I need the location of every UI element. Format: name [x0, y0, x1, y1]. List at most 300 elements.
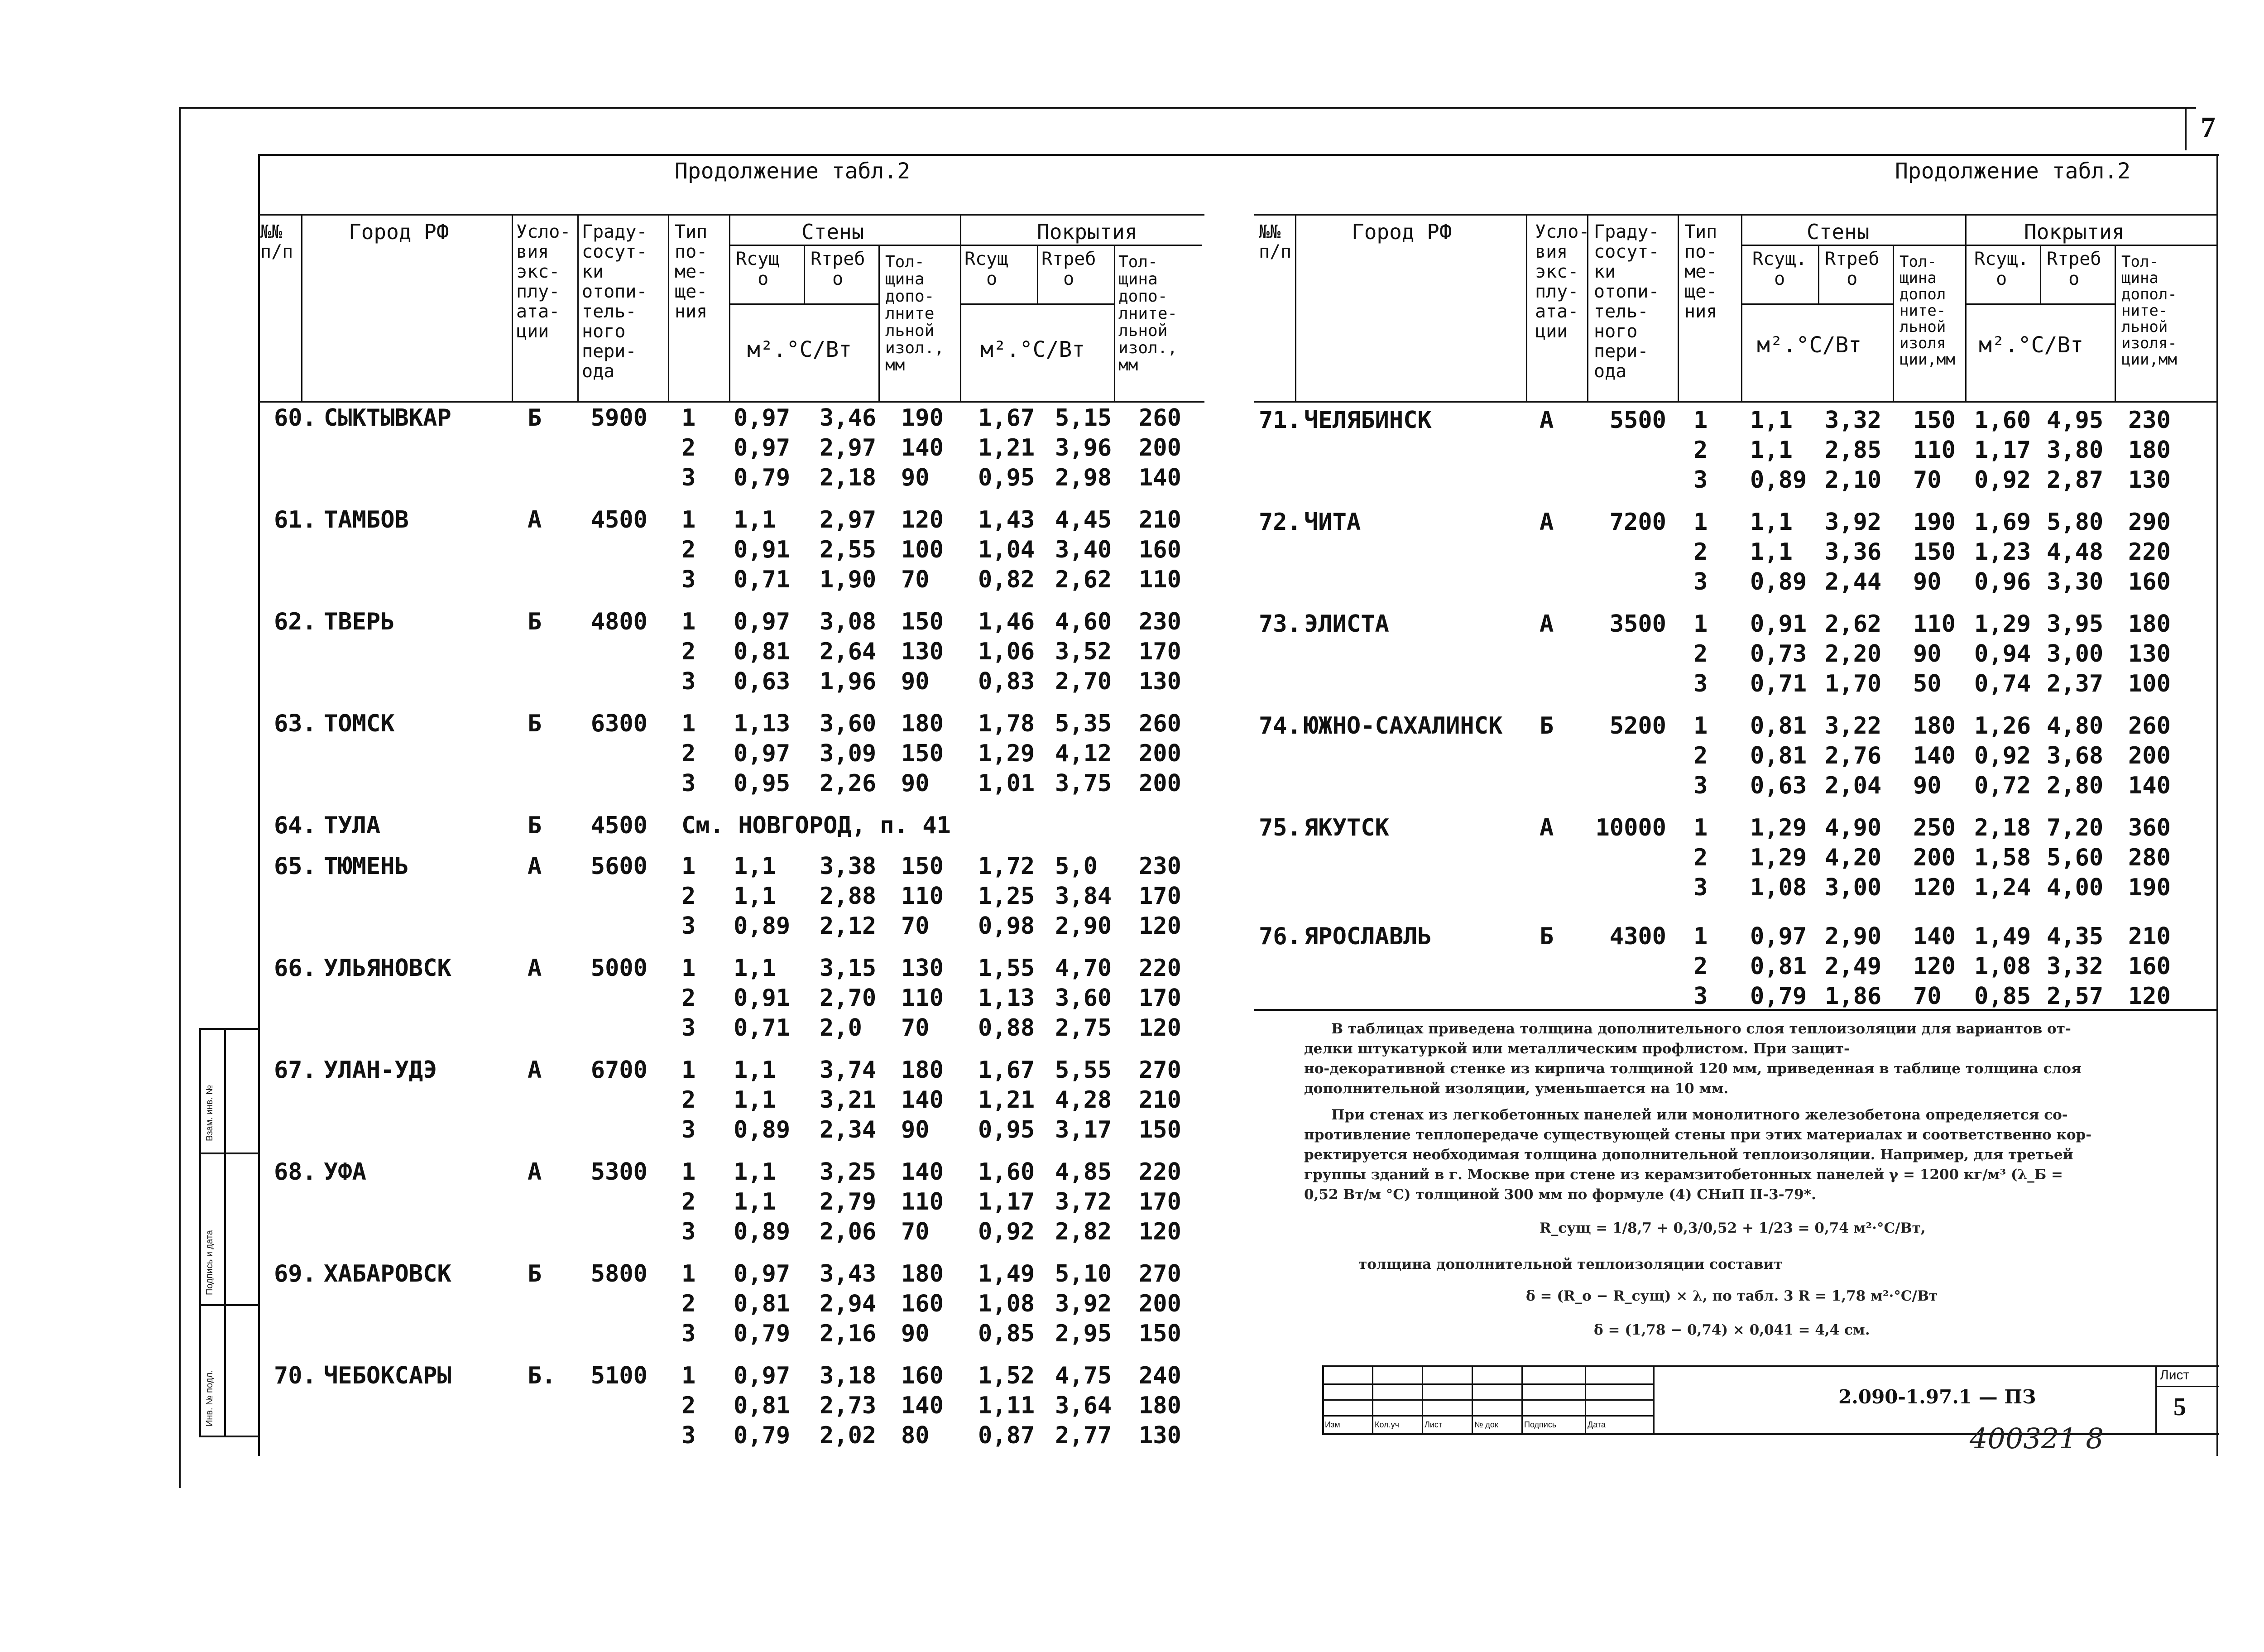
- operating-condition: А: [1540, 407, 1554, 434]
- table-cell: 2,62: [1825, 610, 1882, 638]
- note-formula: R_сущ = 1/8,7 + 0,3/0,52 + 1/23 = 0,74 м²·°С/Вт,: [1540, 1220, 1926, 1236]
- room-type: 1: [681, 1057, 696, 1084]
- sidebar-line: [199, 1436, 258, 1437]
- city-name: УФА: [324, 1158, 366, 1186]
- sep: [1741, 245, 2216, 246]
- table-cell: 0,91: [734, 536, 791, 563]
- row-number: 75.: [1259, 814, 1301, 841]
- stamp-column-label: Кол.уч: [1375, 1420, 1399, 1429]
- table-cell: 0,79: [734, 1422, 791, 1449]
- right-hdr-units-roof: м².°С/Вт: [1979, 332, 2084, 358]
- left-hdr-walls: Стены: [801, 220, 864, 244]
- row-number: 73.: [1259, 610, 1301, 638]
- right-hdr-gsop: Граду- сосут- ки отопи- тель- ного пери- ода: [1594, 221, 1660, 382]
- table-cell: 0,79: [734, 464, 791, 491]
- table-cell: 120: [1139, 912, 1181, 940]
- table-cell: 0,63: [734, 668, 791, 695]
- room-type: 1: [681, 853, 696, 880]
- right-hdr-cond: Усло- вия экс- плу- ата- ции: [1535, 221, 1590, 342]
- room-type: 3: [681, 1014, 696, 1042]
- sep: [1965, 303, 2115, 305]
- table-cell: 1,25: [978, 883, 1035, 910]
- table-cell: 3,64: [1055, 1392, 1112, 1419]
- table-cell: 70: [1913, 466, 1942, 494]
- table-cell: 160: [2128, 568, 2171, 595]
- room-type: 3: [1693, 670, 1708, 697]
- table-cell: 70: [901, 1014, 930, 1042]
- right-hdr-units-walls: м².°С/Вт: [1757, 332, 1862, 358]
- table-cell: 0,85: [978, 1320, 1035, 1347]
- city-name: ТАМБОВ: [324, 506, 409, 533]
- table-cell: 2,97: [820, 506, 877, 533]
- table-cell: 0,71: [734, 566, 791, 593]
- sep: [577, 214, 579, 401]
- table-cell: 0,97: [734, 740, 791, 767]
- sidebar-line: [199, 1304, 258, 1306]
- row-number: 74.: [1259, 712, 1301, 740]
- degree-days: 5600: [590, 853, 648, 880]
- note-line: противление теплопередаче существующей стены при этих материалах и соответственно кор-: [1304, 1127, 2092, 1143]
- table-cell: 70: [901, 912, 930, 940]
- operating-condition: А: [528, 955, 542, 982]
- row-number: 69.: [274, 1260, 317, 1287]
- table-cell: 3,74: [820, 1057, 877, 1084]
- stamp-column-label: Дата: [1588, 1420, 1606, 1429]
- city-name: ХАБАРОВСК: [324, 1260, 451, 1287]
- room-type: 3: [681, 668, 696, 695]
- table-cell: 3,36: [1825, 538, 1882, 566]
- sidebar-label: Взам. инв. №: [205, 1085, 215, 1141]
- table-cell: 0,89: [734, 912, 791, 940]
- right-table-bottom: [1254, 1009, 2216, 1011]
- table-cell: 180: [901, 1057, 944, 1084]
- table-cell: 4,35: [2047, 923, 2104, 950]
- sep: [512, 214, 513, 401]
- table-cell: 3,72: [1055, 1188, 1112, 1215]
- left-hdr-thick-roof: Тол- щина допо- лните- льной изол., мм: [1118, 253, 1178, 375]
- page-number: 7: [2201, 111, 2216, 144]
- room-type: 3: [1693, 983, 1708, 1010]
- table-cell: 3,09: [820, 740, 877, 767]
- table-cell: 2,18: [820, 464, 877, 491]
- table-cell: 1,60: [1974, 407, 2031, 434]
- table-cell: 3,22: [1825, 712, 1882, 740]
- row-number: 64.: [274, 812, 317, 839]
- table-cell: 1,1: [1750, 538, 1793, 566]
- sidebar-line: [199, 1028, 258, 1030]
- table-cell: 1,23: [1974, 538, 2031, 566]
- room-type: 2: [1693, 437, 1708, 464]
- stamp-col-line: [1521, 1365, 1523, 1433]
- table-cell: 1,60: [978, 1158, 1035, 1186]
- table-cell: 260: [1139, 404, 1181, 432]
- room-type: 3: [1693, 874, 1708, 901]
- table-cell: 1,72: [978, 853, 1035, 880]
- room-type: 1: [681, 506, 696, 533]
- degree-days: 5100: [590, 1362, 648, 1389]
- table-cell: 0,92: [1974, 742, 2031, 769]
- table-cell: 140: [1913, 923, 1956, 950]
- left-hdr-type: Тип по- ме- ще- ния: [675, 221, 708, 322]
- table-cell: 110: [901, 984, 944, 1012]
- room-type: 3: [681, 464, 696, 491]
- table-cell: 170: [1139, 984, 1181, 1012]
- right-hdr-rexist-roof: Rсущ. о: [1974, 249, 2029, 289]
- operating-condition: Б: [528, 1260, 542, 1287]
- note-formula: δ = (R_о − R_сущ) × λ, по табл. 3 R = 1,78 м²·°С/Вт: [1526, 1288, 1938, 1304]
- table-cell: 170: [1139, 638, 1181, 665]
- table-cell: 0,73: [1750, 640, 1807, 668]
- room-type: 1: [681, 710, 696, 737]
- table-cell: 0,97: [734, 608, 791, 635]
- frame-left: [179, 107, 181, 1488]
- table-cell: 0,97: [734, 404, 791, 432]
- sep: [1587, 214, 1588, 401]
- operating-condition: Б: [1540, 923, 1554, 950]
- table-cell: 4,12: [1055, 740, 1112, 767]
- sheet-label: Лист: [2160, 1368, 2190, 1383]
- stamp-col-line: [1653, 1365, 1654, 1433]
- table-cell: 120: [1139, 1218, 1181, 1245]
- room-type: 2: [1693, 538, 1708, 566]
- table-cell: 0,89: [734, 1116, 791, 1143]
- degree-days: 6700: [590, 1057, 648, 1084]
- room-type: 1: [681, 1158, 696, 1186]
- table-cell: 0,97: [734, 434, 791, 461]
- table-cell: 0,87: [978, 1422, 1035, 1449]
- table-cell: 210: [1139, 506, 1181, 533]
- table-cell: 2,98: [1055, 464, 1112, 491]
- room-type: 3: [681, 1320, 696, 1347]
- operating-condition: Б: [528, 812, 542, 839]
- row-number: 68.: [274, 1158, 317, 1186]
- table-cell: 1,1: [734, 506, 776, 533]
- room-type: 1: [1693, 610, 1708, 638]
- table-cell: 2,77: [1055, 1422, 1112, 1449]
- table-cell: 190: [1913, 509, 1956, 536]
- room-type: 2: [681, 883, 696, 910]
- table-cell: 150: [901, 740, 944, 767]
- room-type: 1: [681, 608, 696, 635]
- table-cell: 2,16: [820, 1320, 877, 1347]
- table-cell: 80: [901, 1422, 930, 1449]
- table-cell: 2,76: [1825, 742, 1882, 769]
- degree-days: 5800: [590, 1260, 648, 1287]
- table-cell: 120: [901, 506, 944, 533]
- table-cell: 2,44: [1825, 568, 1882, 595]
- table-cell: 120: [1139, 1014, 1181, 1042]
- table-cell: 130: [901, 638, 944, 665]
- table-cell: 110: [1913, 610, 1956, 638]
- table-cell: 0,81: [734, 638, 791, 665]
- operating-condition: А: [528, 506, 542, 533]
- sep: [668, 214, 669, 401]
- table-cell: 1,1: [734, 883, 776, 910]
- table-cell: 0,81: [734, 1392, 791, 1419]
- table-cell: 4,75: [1055, 1362, 1112, 1389]
- table-cell: 3,32: [2047, 953, 2104, 980]
- table-cell: 0,92: [978, 1218, 1035, 1245]
- table-cell: 2,82: [1055, 1218, 1112, 1245]
- room-type: 3: [1693, 466, 1708, 494]
- sep: [2115, 245, 2116, 401]
- table-cell: 1,24: [1974, 874, 2031, 901]
- right-hdr-rreq-roof: Rтреб о: [2047, 249, 2101, 289]
- sep: [729, 245, 1202, 246]
- table-cell: 0,74: [1974, 670, 2031, 697]
- room-type: 1: [1693, 712, 1708, 740]
- table-cell: 1,13: [734, 710, 791, 737]
- table-cell: 4,85: [1055, 1158, 1112, 1186]
- operating-condition: А: [528, 853, 542, 880]
- sidebar-line: [224, 1028, 226, 1436]
- table-cell: 0,97: [1750, 923, 1807, 950]
- table-cell: 200: [1139, 770, 1181, 797]
- table-cell: 0,95: [978, 464, 1035, 491]
- table-cell: 3,52: [1055, 638, 1112, 665]
- table-cell: 220: [2128, 538, 2171, 566]
- table-cell: 0,89: [734, 1218, 791, 1245]
- table-cell: 5,80: [2047, 509, 2104, 536]
- stamp-divider: [2155, 1386, 2219, 1387]
- table-cell: 1,21: [978, 434, 1035, 461]
- table-cell: 150: [1139, 1116, 1181, 1143]
- sep: [960, 214, 961, 401]
- left-hdr-rexist-roof: Rсущ о: [964, 249, 1008, 289]
- table-cell: 1,1: [734, 1086, 776, 1114]
- table-cell: 130: [1139, 668, 1181, 695]
- table-cell: 2,64: [820, 638, 877, 665]
- note-formula: δ = (1,78 − 0,74) × 0,041 = 4,4 см.: [1594, 1322, 1870, 1338]
- table-cell: 3,18: [820, 1362, 877, 1389]
- table-cell: 1,69: [1974, 509, 2031, 536]
- table-cell: 180: [1139, 1392, 1181, 1419]
- table-cell: 160: [2128, 953, 2171, 980]
- table-cell: 110: [901, 1188, 944, 1215]
- operating-condition: Б: [528, 710, 542, 737]
- table-cell: 0,81: [1750, 742, 1807, 769]
- table-cell: 3,43: [820, 1260, 877, 1287]
- note-line: делки штукатуркой или металлическим профлистом. При защит-: [1304, 1041, 1850, 1057]
- table-cell: 180: [901, 1260, 944, 1287]
- stamp-top: [1322, 1365, 2219, 1367]
- table-cell: 0,72: [1974, 772, 2031, 799]
- table-cell: 3,25: [820, 1158, 877, 1186]
- table-cell: 1,17: [978, 1188, 1035, 1215]
- table-cell: 0,71: [734, 1014, 791, 1042]
- table-cell: 1,1: [734, 1188, 776, 1215]
- room-type: 3: [1693, 568, 1708, 595]
- table-cell: 0,95: [978, 1116, 1035, 1143]
- table-cell: 2,02: [820, 1422, 877, 1449]
- city-name: ЯКУТСК: [1304, 814, 1389, 841]
- left-continuation: Продолжение табл.2: [675, 158, 911, 184]
- table-cell: 290: [2128, 509, 2171, 536]
- sep: [1741, 214, 1742, 401]
- note-line: группы зданий в г. Москве при стене из керамзитобетонных панелей γ = 1200 кг/м³ (λ_Б =: [1304, 1167, 2063, 1183]
- operating-condition: А: [528, 1057, 542, 1084]
- degree-days: 5300: [590, 1158, 648, 1186]
- table-cell: 1,1: [734, 1158, 776, 1186]
- table-cell: 0,97: [734, 1260, 791, 1287]
- room-type: 2: [681, 984, 696, 1012]
- table-cell: 260: [2128, 712, 2171, 740]
- table-cell: 100: [901, 536, 944, 563]
- table-cell: 160: [901, 1362, 944, 1389]
- sidebar-label: Подпись и дата: [205, 1230, 215, 1295]
- table-cell: 2,88: [820, 883, 877, 910]
- table-cell: 1,29: [1750, 844, 1807, 871]
- table-cell: 0,92: [1974, 466, 2031, 494]
- table-cell: 1,1: [1750, 407, 1793, 434]
- table-cell: 1,1: [734, 853, 776, 880]
- table-cell: 200: [1913, 844, 1956, 871]
- table-cell: 3,21: [820, 1086, 877, 1114]
- room-type: 2: [681, 536, 696, 563]
- table-cell: 0,63: [1750, 772, 1807, 799]
- sep: [1965, 214, 1967, 401]
- table-cell: 4,48: [2047, 538, 2104, 566]
- table-cell: 150: [1139, 1320, 1181, 1347]
- page-num-divider: [2185, 107, 2187, 150]
- room-type: 3: [681, 912, 696, 940]
- reference-note: См. НОВГОРОД, п. 41: [681, 812, 951, 839]
- table-cell: 110: [901, 883, 944, 910]
- degree-days: 5900: [590, 404, 648, 432]
- left-header-bottom: [258, 401, 1204, 403]
- table-cell: 180: [2128, 437, 2171, 464]
- row-number: 62.: [274, 608, 317, 635]
- left-hdr-cond: Усло- вия экс- плу- ата- ции: [516, 221, 571, 342]
- right-header-top: [1254, 214, 2216, 216]
- right-hdr-rreq-walls: Rтреб о: [1825, 249, 1880, 289]
- room-type: 2: [681, 1188, 696, 1215]
- note-line: толщина дополнительной теплоизоляции составит: [1358, 1256, 1783, 1273]
- table-cell: 0,97: [734, 1362, 791, 1389]
- table-cell: 2,10: [1825, 466, 1882, 494]
- table-cell: 270: [1139, 1057, 1181, 1084]
- sidebar-line: [199, 1153, 258, 1154]
- degree-days: 5000: [590, 955, 648, 982]
- stamp-divider: [2155, 1365, 2157, 1433]
- table-cell: 3,60: [820, 710, 877, 737]
- table-cell: 2,90: [1055, 912, 1112, 940]
- table-cell: 5,60: [2047, 844, 2104, 871]
- city-name: ЧИТА: [1304, 509, 1361, 536]
- table-cell: 140: [901, 434, 944, 461]
- left-hdr-units-roof: м².°С/Вт: [980, 337, 1085, 362]
- room-type: 2: [1693, 953, 1708, 980]
- table-cell: 2,06: [820, 1218, 877, 1245]
- sep: [729, 214, 730, 401]
- table-cell: 2,70: [820, 984, 877, 1012]
- table-cell: 70: [901, 566, 930, 593]
- degree-days: 7200: [1609, 509, 1666, 536]
- table-cell: 4,80: [2047, 712, 2104, 740]
- operating-condition: Б: [528, 404, 542, 432]
- stamp-col-line: [1472, 1365, 1473, 1433]
- table-cell: 140: [901, 1086, 944, 1114]
- table-cell: 1,13: [978, 984, 1035, 1012]
- table-cell: 3,15: [820, 955, 877, 982]
- sheet-number: 5: [2173, 1393, 2186, 1421]
- table-cell: 230: [1139, 853, 1181, 880]
- city-name: ЮЖНО-САХАЛИНСК: [1304, 712, 1503, 740]
- room-type: 2: [1693, 844, 1708, 871]
- table-cell: 1,49: [978, 1260, 1035, 1287]
- room-type: 1: [1693, 407, 1708, 434]
- degree-days: 4500: [590, 812, 648, 839]
- sidebar-line: [199, 1028, 201, 1436]
- room-type: 1: [1693, 814, 1708, 841]
- table-cell: 1,49: [1974, 923, 2031, 950]
- city-name: ТУЛА: [324, 812, 381, 839]
- city-name: ТВЕРЬ: [324, 608, 395, 635]
- table-cell: 2,95: [1055, 1320, 1112, 1347]
- table-cell: 270: [1139, 1260, 1181, 1287]
- table-cell: 1,43: [978, 506, 1035, 533]
- room-type: 2: [681, 434, 696, 461]
- table-cell: 3,96: [1055, 434, 1112, 461]
- table-cell: 0,88: [978, 1014, 1035, 1042]
- right-hdr-type: Тип по- ме- ще- ния: [1684, 221, 1717, 322]
- table-cell: 0,85: [1974, 983, 2031, 1010]
- operating-condition: А: [528, 1158, 542, 1186]
- room-type: 1: [1693, 509, 1708, 536]
- room-type: 3: [681, 770, 696, 797]
- degree-days: 10000: [1595, 814, 1666, 841]
- table-cell: 2,20: [1825, 640, 1882, 668]
- note-line: В таблицах приведена толщина дополнительного слоя теплоизоляции для вариантов от-: [1331, 1021, 2071, 1037]
- table-cell: 3,80: [2047, 437, 2104, 464]
- row-number: 71.: [1259, 407, 1301, 434]
- operating-condition: А: [1540, 509, 1554, 536]
- table-cell: 0,98: [978, 912, 1035, 940]
- table-cell: 4,90: [1825, 814, 1882, 841]
- right-continuation: Продолжение табл.2: [1895, 158, 2131, 184]
- note-line: ректируется необходимая толщина дополнительной теплоизоляции. Например, для третьей: [1304, 1147, 2073, 1163]
- left-hdr-gsop: Граду- сосут- ки отопи- тель- ного пери- ода: [582, 221, 648, 382]
- table-cell: 130: [2128, 640, 2171, 668]
- table-cell: 90: [901, 1116, 930, 1143]
- table-cell: 3,60: [1055, 984, 1112, 1012]
- row-number: 76.: [1259, 923, 1301, 950]
- sep: [1818, 245, 1819, 303]
- table-cell: 5,55: [1055, 1057, 1112, 1084]
- table-cell: 2,0: [820, 1014, 862, 1042]
- table-cell: 2,85: [1825, 437, 1882, 464]
- table-cell: 3,08: [820, 608, 877, 635]
- operating-condition: А: [1540, 814, 1554, 841]
- table-cell: 1,06: [978, 638, 1035, 665]
- table-cell: 1,11: [978, 1392, 1035, 1419]
- city-name: СЫКТЫВКАР: [324, 404, 451, 432]
- table-cell: 0,81: [734, 1290, 791, 1317]
- table-cell: 200: [1139, 740, 1181, 767]
- table-cell: 210: [2128, 923, 2171, 950]
- room-type: 2: [681, 1392, 696, 1419]
- room-type: 1: [681, 1260, 696, 1287]
- sep: [960, 303, 1114, 305]
- table-cell: 1,1: [734, 955, 776, 982]
- room-type: 3: [681, 1218, 696, 1245]
- table-cell: 1,01: [978, 770, 1035, 797]
- table-cell: 0,81: [1750, 953, 1807, 980]
- sep: [301, 214, 302, 401]
- sep: [878, 245, 880, 401]
- table-cell: 160: [901, 1290, 944, 1317]
- table-cell: 2,57: [2047, 983, 2104, 1010]
